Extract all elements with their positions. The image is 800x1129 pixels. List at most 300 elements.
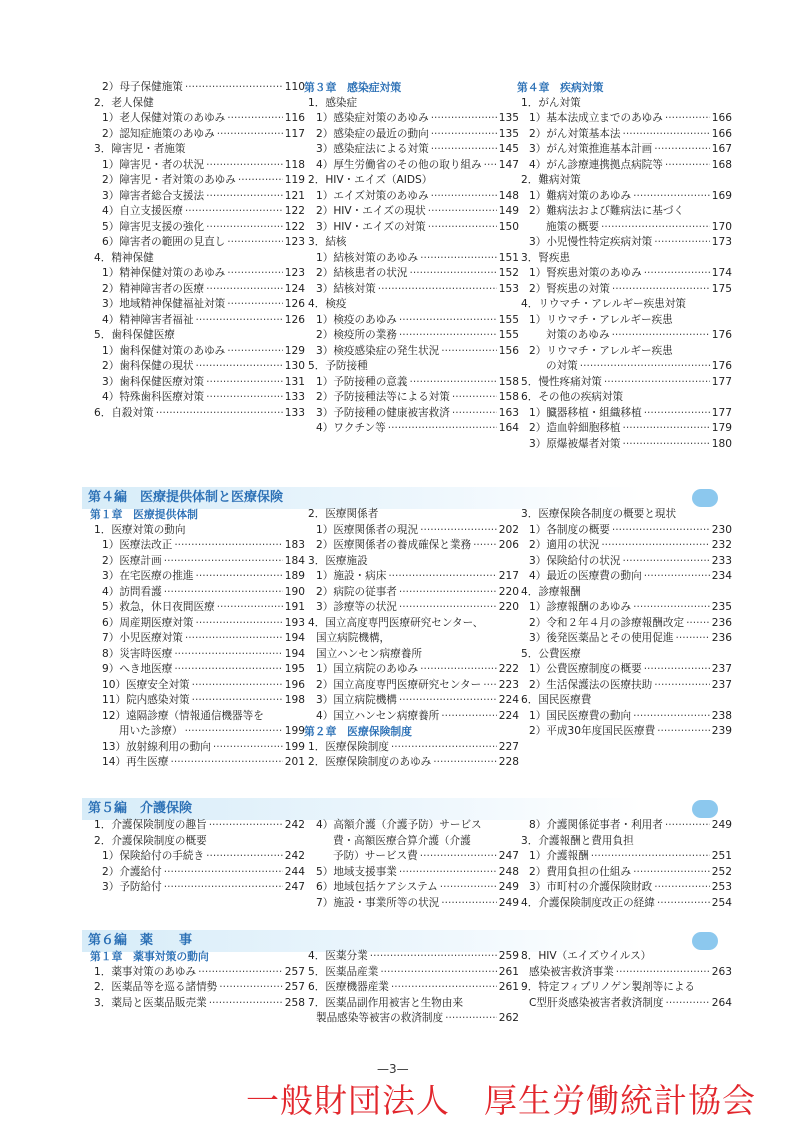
- toc-entry: [304, 251, 519, 267]
- toc-entry-title: 4）厚生労働省のその他の取り組み: [316, 158, 482, 171]
- toc-entry-title: 3．薬局と医薬品販売業: [94, 996, 207, 1009]
- toc-entry-title: 13）放射線利用の動向: [102, 740, 211, 753]
- toc-entry-title: 4）特殊歯科医療対策: [102, 391, 205, 403]
- toc-entry-page: 247: [498, 850, 519, 862]
- toc-entry: [304, 600, 519, 616]
- toc-entry-title: 1）各制度の概要: [529, 523, 610, 536]
- leader-dots: [666, 996, 710, 1012]
- toc-entry-page: 249: [498, 896, 519, 909]
- toc-entry-title: 2）医療計画: [102, 554, 162, 567]
- toc-entry: [304, 755, 519, 771]
- toc-entry-page: 150: [498, 220, 519, 233]
- leader-dots: [185, 631, 283, 647]
- leader-dots: [601, 220, 710, 236]
- toc-entry: [90, 538, 305, 554]
- toc-entry-title: 6）周産期医療対策: [102, 616, 194, 629]
- toc-entry: [90, 523, 305, 539]
- toc-entry-title: 6．国民医療費: [521, 694, 592, 706]
- toc-entry-page: 116: [284, 112, 305, 124]
- toc-entry-title: 2）介護給付: [102, 865, 162, 878]
- toc-entry-page: 233: [711, 554, 732, 567]
- toc-entry-title: 2）感染症の最近の動向: [316, 127, 429, 140]
- leader-dots: [399, 865, 497, 881]
- toc-entry-title: 3．障害児・者施策: [94, 143, 186, 155]
- toc-entry: [517, 523, 732, 539]
- toc-column: [90, 80, 305, 421]
- toc-entry-title: 4．医薬分業: [308, 950, 368, 962]
- toc-entry: [304, 1011, 519, 1027]
- toc-entry-title: 5．予防接種: [308, 360, 368, 372]
- leader-dots: [483, 678, 497, 694]
- toc-entry-page: 145: [498, 143, 519, 155]
- toc-entry: [90, 127, 305, 143]
- toc-entry-page: 176: [711, 360, 732, 372]
- toc-entry-title: 1．医療保険制度: [308, 740, 389, 753]
- toc-entry: [304, 709, 519, 725]
- toc-entry: [304, 282, 519, 298]
- leader-dots: [623, 554, 710, 570]
- toc-entry: [304, 834, 519, 850]
- toc-entry: [304, 865, 519, 881]
- toc-entry: [90, 158, 305, 174]
- toc-entry-title: 1）結核対策のあゆみ: [316, 251, 419, 264]
- toc-entry: [517, 709, 732, 725]
- toc-entry-title: 2）歯科保健の現状: [102, 360, 194, 372]
- toc-entry-title: 3）予防接種の健康被害救済: [316, 406, 450, 419]
- toc-entry: [304, 693, 519, 709]
- toc-entry-title: 1）検疫のあゆみ: [316, 313, 397, 326]
- toc-entry-page: 228: [498, 756, 519, 768]
- toc-entry-page: 230: [711, 523, 732, 536]
- toc-entry: [90, 818, 305, 834]
- leader-dots: [484, 158, 497, 174]
- leader-dots: [644, 662, 710, 678]
- toc-entry-title: 1）感染症対策のあゆみ: [316, 112, 429, 124]
- toc-entry-page: 235: [711, 601, 732, 613]
- toc-entry: [304, 328, 519, 344]
- toc-entry-title: 2）令和２年４月の診療報酬改定: [529, 616, 685, 629]
- chapter-heading: [304, 724, 519, 740]
- toc-entry-title: 2）病院の従事者: [316, 585, 397, 598]
- toc-entry: [90, 740, 305, 756]
- toc-column: [517, 80, 732, 452]
- toc-entry: [517, 834, 732, 850]
- leader-dots: [420, 849, 497, 865]
- toc-entry-page: 149: [498, 205, 519, 217]
- toc-entry: [90, 375, 305, 391]
- toc-column: [517, 949, 732, 1011]
- toc-entry-page: 183: [284, 539, 305, 551]
- toc-entry-title: 3）結核対策: [316, 282, 376, 295]
- toc-entry-title: 2）リウマチ・アレルギー疾患: [529, 344, 673, 357]
- toc-entry-title: 3．介護報酬と費用負担: [521, 834, 634, 847]
- toc-entry-page: 123: [284, 267, 305, 279]
- toc-entry: [304, 740, 519, 756]
- toc-entry: [517, 949, 732, 965]
- leader-dots: [164, 865, 283, 881]
- toc-entry-page: 169: [711, 189, 732, 202]
- toc-entry: [304, 406, 519, 422]
- toc-column: [90, 818, 305, 896]
- leader-dots: [227, 235, 282, 251]
- leader-dots: [219, 980, 282, 996]
- toc-entry-page: 262: [498, 1012, 519, 1024]
- toc-entry-page: 198: [284, 694, 305, 706]
- toc-entry-title: 5．公費医療: [521, 647, 581, 660]
- toc-entry-title: 1）障害児・者の状況: [102, 158, 205, 171]
- toc-entry-page: 237: [711, 678, 732, 691]
- toc-entry-title: 3）地域精神保健福祉対策: [102, 298, 226, 310]
- toc-entry-title: 7．医薬品副作用被害と生物由来: [308, 996, 464, 1009]
- toc-entry-page: 244: [284, 865, 305, 878]
- leader-dots: [431, 189, 497, 205]
- toc-entry-title: 2．難病対策: [521, 174, 581, 186]
- toc-entry: [517, 189, 732, 205]
- toc-entry: [304, 965, 519, 981]
- toc-entry: [304, 390, 519, 406]
- toc-entry-title: 1）介護報酬: [529, 850, 589, 862]
- toc-entry-title: 予防）サービス費: [333, 850, 418, 862]
- toc-entry: [517, 158, 732, 174]
- leader-dots: [164, 880, 283, 896]
- toc-entry: [90, 834, 305, 850]
- toc-entry-page: 217: [498, 570, 519, 582]
- leader-dots: [185, 80, 283, 96]
- toc-entry: [90, 880, 305, 896]
- toc-entry-title: 3）市町村の介護保険財政: [529, 881, 653, 893]
- leader-dots: [217, 600, 283, 616]
- toc-entry-page: 242: [284, 850, 305, 862]
- toc-entry: [304, 585, 519, 601]
- toc-entry-page: 175: [711, 282, 732, 295]
- toc-entry-page: 173: [711, 236, 732, 248]
- toc-entry-page: 166: [711, 127, 732, 140]
- toc-entry-page: 227: [498, 740, 519, 753]
- toc-entry: [304, 96, 519, 112]
- toc-entry: [517, 569, 732, 585]
- toc-entry-page: 257: [284, 965, 305, 978]
- toc-entry: [304, 173, 519, 189]
- toc-entry-title: 4）国立ハンセン病療養所: [316, 709, 440, 722]
- toc-entry-page: 152: [498, 267, 519, 279]
- leader-dots: [633, 709, 710, 725]
- leader-dots: [654, 880, 709, 896]
- toc-entry-title: 3）診療等の状況: [316, 601, 397, 613]
- leader-dots: [170, 755, 282, 771]
- toc-entry: [304, 359, 519, 375]
- toc-entry: [90, 204, 305, 220]
- leader-dots: [623, 421, 710, 437]
- toc-entry: [304, 507, 519, 523]
- toc-entry: [304, 127, 519, 143]
- toc-entry: [304, 111, 519, 127]
- toc-entry: [90, 390, 305, 406]
- page-number: —3—: [377, 1062, 409, 1076]
- toc-entry: [517, 437, 732, 453]
- toc-entry-title: 5）救急，休日夜間医療: [102, 601, 215, 613]
- toc-entry-title: 国立病院機構，: [316, 632, 391, 644]
- toc-entry-page: 110: [284, 81, 305, 93]
- toc-entry-title: 2）認知症施策のあゆみ: [102, 127, 215, 140]
- toc-entry: [304, 616, 519, 632]
- toc-entry-title: 対策のあゆみ: [546, 329, 610, 341]
- toc-entry-page: 201: [284, 756, 305, 768]
- toc-entry: [517, 421, 732, 437]
- toc-entry-title: 11）院内感染対策: [102, 694, 190, 706]
- toc-entry-title: 1）臓器移植・組織移植: [529, 406, 642, 419]
- toc-entry-page: 206: [498, 539, 519, 551]
- toc-entry-page: 238: [711, 709, 732, 722]
- toc-entry-page: 122: [284, 205, 305, 217]
- toc-entry-title: 3）検疫感染症の発生状況: [316, 344, 440, 357]
- toc-entry-page: 199: [284, 725, 305, 737]
- toc-entry: [304, 313, 519, 329]
- toc-entry: [90, 616, 305, 632]
- toc-entry: [304, 896, 519, 912]
- toc-entry-title: 4）訪問看護: [102, 585, 162, 598]
- toc-entry: [90, 80, 305, 96]
- toc-entry-title: 1）基本法成立までのあゆみ: [529, 112, 663, 124]
- toc-entry: [90, 849, 305, 865]
- toc-entry-page: 220: [498, 601, 519, 613]
- toc-entry-title: 第１章 医療提供体制: [90, 508, 198, 521]
- leader-dots: [206, 158, 283, 174]
- leader-dots: [399, 693, 497, 709]
- toc-entry: [90, 554, 305, 570]
- leader-dots: [431, 142, 497, 158]
- toc-entry-title: 3）保険給付の状況: [529, 554, 621, 567]
- toc-entry: [517, 297, 732, 313]
- toc-column: [517, 507, 732, 740]
- toc-entry-title: 6）地域包括ケアシステム: [316, 881, 438, 893]
- section-title: 第６編 薬 事: [88, 933, 193, 948]
- leader-dots: [686, 616, 710, 632]
- toc-entry-page: 158: [498, 391, 519, 403]
- leader-dots: [644, 569, 710, 585]
- toc-entry-page: 191: [284, 601, 305, 613]
- toc-entry-title: 費・高額医療合算介護（介護: [333, 834, 471, 847]
- toc-entry: [304, 344, 519, 360]
- toc-entry-page: 248: [498, 865, 519, 878]
- toc-entry-title: 1）歯科保健対策のあゆみ: [102, 344, 226, 357]
- leader-dots: [213, 740, 283, 756]
- leader-dots: [420, 251, 497, 267]
- leader-dots: [657, 896, 710, 912]
- leader-dots: [431, 127, 497, 143]
- toc-entry-page: 155: [498, 313, 519, 326]
- toc-entry-title: 第１章 薬事対策の動向: [90, 950, 209, 963]
- toc-entry-title: 1．感染症: [308, 96, 358, 109]
- toc-entry-page: 236: [711, 616, 732, 629]
- toc-entry-page: 224: [498, 694, 519, 706]
- toc-entry: [304, 880, 519, 896]
- toc-entry-page: 129: [284, 344, 305, 357]
- leader-dots: [623, 437, 710, 453]
- toc-entry-page: 247: [284, 881, 305, 893]
- leader-dots: [206, 282, 283, 298]
- toc-entry-page: 196: [284, 678, 305, 691]
- leader-dots: [604, 375, 710, 391]
- toc-entry: [304, 375, 519, 391]
- leader-dots: [654, 678, 709, 694]
- toc-entry: [304, 142, 519, 158]
- leader-dots: [591, 849, 710, 865]
- toc-entry-title: 3）感染症法による対策: [316, 143, 429, 155]
- toc-entry-title: 2）適用の状況: [529, 539, 600, 551]
- toc-entry-title: 3）在宅医療の推進: [102, 570, 194, 582]
- toc-entry-title: 6．医療機器産業: [308, 981, 389, 993]
- toc-entry-page: 130: [284, 360, 305, 372]
- leader-dots: [174, 538, 282, 554]
- toc-entry: [90, 724, 305, 740]
- toc-entry-title: 1）診療報酬のあゆみ: [529, 601, 632, 613]
- toc-entry-title: 5）障害児支援の強化: [102, 220, 205, 233]
- leader-dots: [441, 344, 496, 360]
- toc-entry-page: 156: [498, 344, 519, 357]
- leader-dots: [174, 662, 282, 678]
- toc-entry-page: 168: [711, 158, 732, 171]
- toc-entry-page: 195: [284, 663, 305, 675]
- toc-entry-page: 220: [498, 585, 519, 598]
- toc-entry-title: 4）ワクチン等: [316, 422, 386, 434]
- toc-entry: [517, 220, 732, 236]
- toc-entry-page: 258: [284, 996, 305, 1009]
- leader-dots: [198, 965, 283, 981]
- leader-dots: [238, 173, 283, 189]
- toc-entry-title: 4．診療報酬: [521, 585, 581, 598]
- toc-entry-title: 1）リウマチ・アレルギー疾患: [529, 313, 673, 326]
- leader-dots: [388, 569, 496, 585]
- toc-entry: [517, 127, 732, 143]
- toc-entry-title: 1）エイズ対策のあゆみ: [316, 189, 429, 202]
- toc-entry-title: 1．介護保険制度の趣旨: [94, 819, 207, 831]
- toc-entry-page: 261: [498, 965, 519, 978]
- toc-entry-title: 2）生活保護法の医療扶助: [529, 678, 653, 691]
- leader-dots: [174, 647, 282, 663]
- toc-entry-page: 153: [498, 282, 519, 295]
- toc-entry: [517, 896, 732, 912]
- toc-entry: [304, 949, 519, 965]
- toc-entry: [90, 678, 305, 694]
- toc-entry-page: 163: [498, 406, 519, 419]
- leader-dots: [206, 220, 283, 236]
- toc-entry: [517, 554, 732, 570]
- toc-entry: [517, 359, 732, 375]
- toc-entry: [90, 965, 305, 981]
- toc-entry-page: 167: [711, 143, 732, 155]
- leader-dots: [227, 344, 282, 360]
- toc-entry-page: 135: [498, 127, 519, 140]
- toc-entry: [90, 406, 305, 422]
- toc-entry: [517, 282, 732, 298]
- toc-entry-title: 4）精神障害者福祉: [102, 313, 194, 326]
- toc-entry-title: 4）高額介護（介護予防）サービス: [316, 819, 482, 831]
- toc-entry-title: 施策の概要: [546, 220, 599, 233]
- toc-entry-title: 4．リウマチ・アレルギー疾患対策: [521, 298, 686, 310]
- toc-entry: [304, 266, 519, 282]
- toc-entry-title: 9．特定フィブリノゲン製剤等による: [521, 981, 696, 993]
- leader-dots: [391, 740, 497, 756]
- toc-entry-page: 254: [711, 896, 732, 909]
- toc-entry-page: 249: [711, 819, 732, 831]
- toc-entry-page: 166: [711, 112, 732, 124]
- toc-entry-title: 2．介護保険制度の概要: [94, 834, 207, 847]
- toc-entry: [517, 631, 732, 647]
- toc-entry-title: 2）母子保健施策: [102, 81, 183, 93]
- toc-column: [304, 949, 519, 1027]
- leader-dots: [644, 266, 710, 282]
- leader-dots: [612, 282, 710, 298]
- toc-entry-title: 4．介護保険制度改正の経緯: [521, 896, 655, 909]
- toc-entry: [517, 111, 732, 127]
- leader-dots: [445, 1011, 497, 1027]
- toc-entry: [517, 344, 732, 360]
- toc-entry-title: 3．医療保険各制度の概要と現状: [521, 508, 677, 520]
- toc-entry: [90, 585, 305, 601]
- toc-entry-title: 7）小児医療対策: [102, 632, 183, 644]
- chapter-heading: [90, 949, 305, 965]
- toc-entry: [517, 585, 732, 601]
- toc-entry: [90, 662, 305, 678]
- toc-entry-title: 3）障害者総合支援法: [102, 189, 205, 202]
- leader-dots: [441, 896, 496, 912]
- leader-dots: [227, 297, 282, 313]
- toc-entry-title: 2．医薬品等を巡る諸情勢: [94, 981, 218, 993]
- toc-entry-title: 3）後発医薬品とその使用促進: [529, 632, 674, 644]
- toc-entry: [304, 849, 519, 865]
- toc-entry-page: 131: [284, 375, 305, 388]
- leader-dots: [206, 849, 283, 865]
- toc-entry: [304, 523, 519, 539]
- toc-entry: [304, 220, 519, 236]
- toc-entry-page: 224: [498, 709, 519, 722]
- toc-entry-title: 1．医療対策の動向: [94, 523, 186, 536]
- leader-dots: [665, 158, 710, 174]
- toc-entry: [517, 662, 732, 678]
- toc-entry-page: 121: [284, 189, 305, 202]
- toc-entry-page: 222: [498, 663, 519, 675]
- toc-entry: [517, 538, 732, 554]
- toc-entry-page: 135: [498, 112, 519, 124]
- toc-entry-title: 6．自殺対策: [94, 406, 154, 419]
- toc-entry-page: 155: [498, 329, 519, 341]
- leader-dots: [633, 189, 710, 205]
- toc-entry: [304, 569, 519, 585]
- toc-entry-page: 164: [498, 422, 519, 434]
- toc-entry-title: 製品感染等被害の救済制度: [316, 1012, 444, 1024]
- toc-entry-title: 2）費用負担の仕組み: [529, 865, 632, 878]
- leader-dots: [206, 375, 283, 391]
- toc-entry-page: 151: [498, 251, 519, 264]
- leader-dots: [612, 523, 710, 539]
- toc-entry-title: 10）医療安全対策: [102, 678, 190, 691]
- toc-entry: [90, 251, 305, 267]
- toc-entry-title: C型肝炎感染被害者救済制度: [529, 996, 664, 1009]
- leader-dots: [601, 538, 709, 554]
- toc-entry-page: 170: [711, 220, 732, 233]
- toc-entry: [517, 980, 732, 996]
- toc-entry-title: 3．結核: [308, 236, 347, 248]
- leader-dots: [399, 600, 497, 616]
- toc-entry: [304, 189, 519, 205]
- toc-column: [90, 949, 305, 1011]
- toc-column: [304, 80, 519, 437]
- chapter-heading: [90, 507, 305, 523]
- leader-dots: [196, 616, 283, 632]
- toc-entry: [90, 235, 305, 251]
- leader-dots: [196, 359, 283, 375]
- toc-entry-page: 174: [711, 267, 732, 279]
